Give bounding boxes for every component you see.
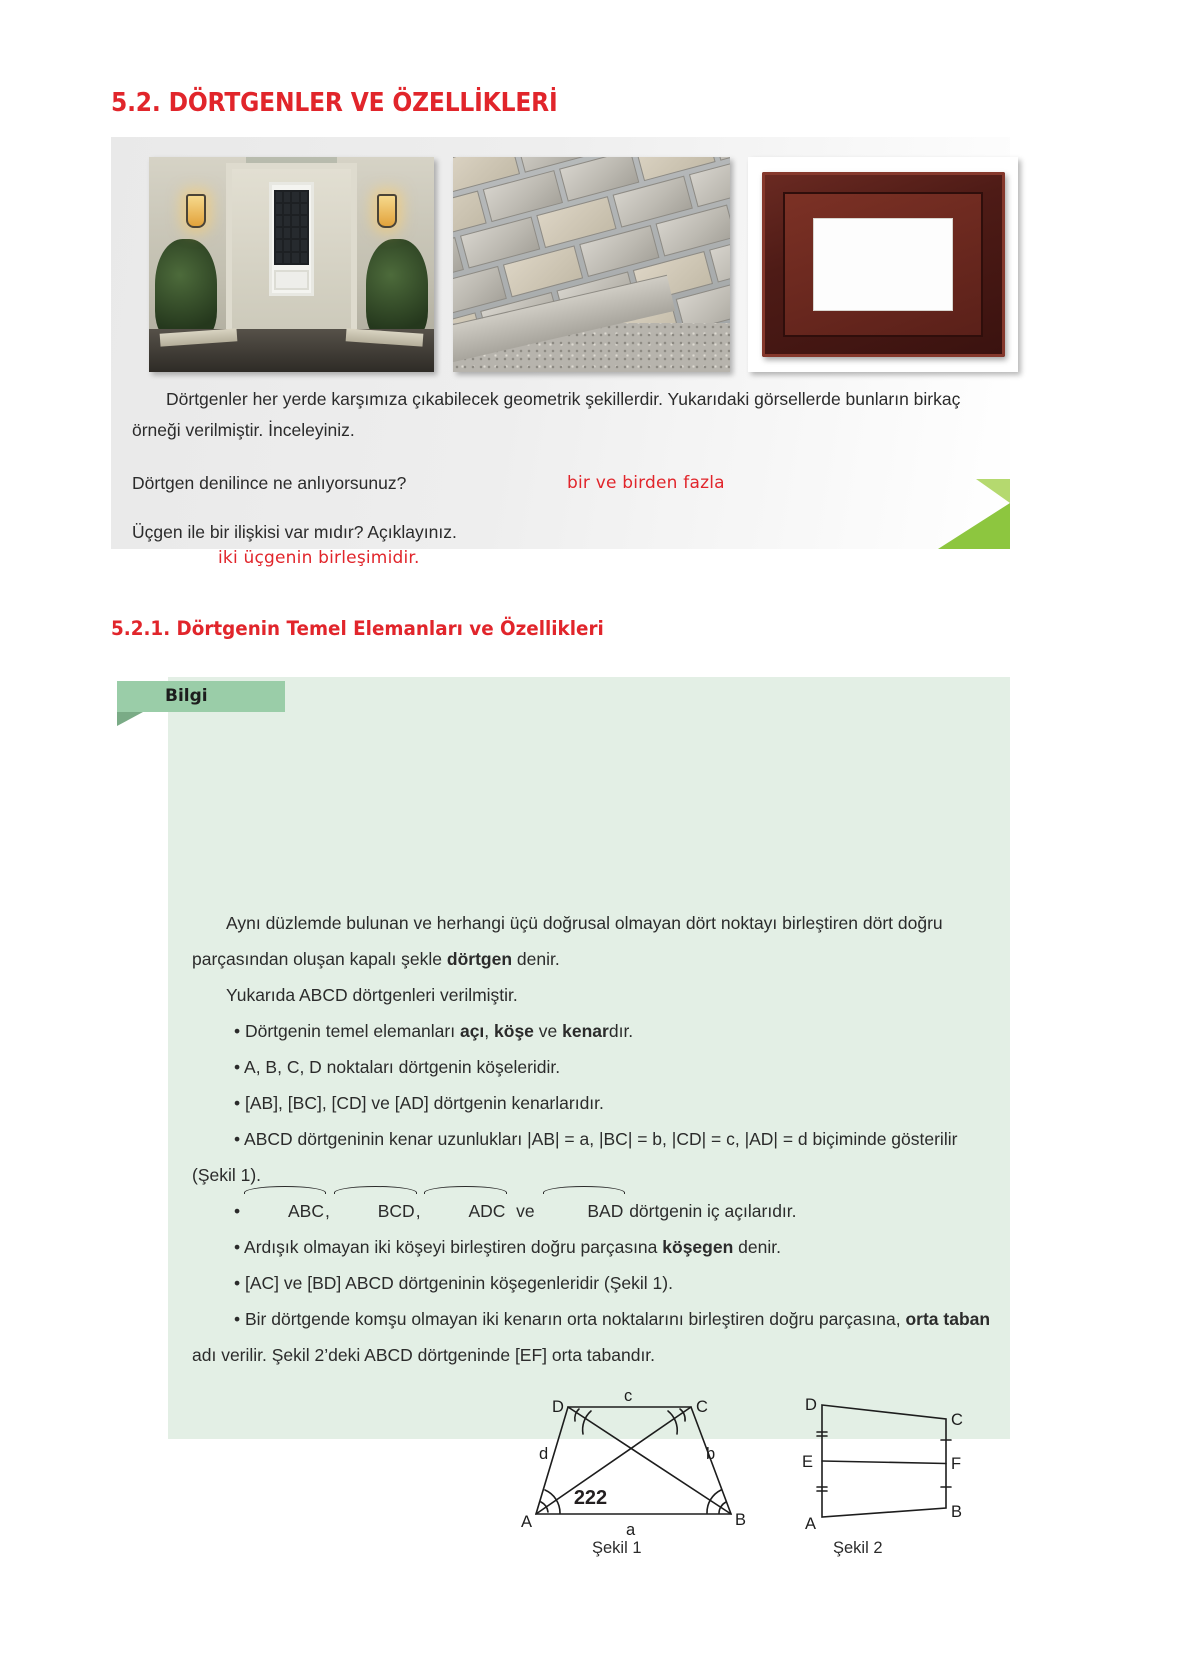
- keyword-kose: köşe: [494, 1021, 534, 1041]
- intro-question-1-text: Dörtgen denilince ne anlıyorsunuz?: [132, 473, 407, 493]
- handwritten-answer-2: iki üçgenin birleşimidir.: [218, 548, 420, 568]
- diagonal-def-pre: • Ardışık olmayan iki köşeyi birleştiren doğru parçasına: [234, 1237, 663, 1257]
- ribbon-label: Bilgi: [165, 686, 208, 706]
- intro-text-block: [132, 384, 992, 548]
- sep-1: ,: [484, 1021, 495, 1041]
- paver-scene: [453, 157, 730, 372]
- midsegment-tail: adı verilir. Şekil 2’deki ABCD dörtgeninde [EF] orta tabandır.: [192, 1345, 656, 1365]
- abs-bc: BC: [603, 1129, 628, 1149]
- figure2-midsegment-ef: [822, 1461, 946, 1464]
- picture-frame-photo: [748, 157, 1018, 372]
- angle-abc: ABC: [245, 1193, 325, 1229]
- intro-paragraph: Dörtgenler her yerde karşımıza çıkabilecek geometrik şekillerdir. Yukarıdaki görsellerde bunların birkaç örneği verilmiştir. İnceleyiniz.: [132, 389, 961, 440]
- eq-a: = a,: [559, 1129, 599, 1149]
- intro-panel: [111, 137, 1010, 549]
- figure2-vertex-d: D: [805, 1396, 817, 1414]
- door-glass-grid: [274, 190, 309, 265]
- frame-outer-moulding: [762, 172, 1005, 357]
- section-subtitle: 5.2.1. Dörtgenin Temel Elemanları ve Özellikleri: [111, 617, 604, 640]
- figure1-vertex-a: A: [521, 1513, 533, 1531]
- door-scene: [149, 157, 434, 372]
- figure1-side-a: a: [626, 1521, 636, 1539]
- folded-corner-shadow: [976, 479, 1010, 503]
- figure1-vertex-c: C: [696, 1398, 708, 1416]
- figure1-side-d: d: [539, 1445, 549, 1463]
- abs-ad: AD: [749, 1129, 774, 1149]
- keyword-aci: açı: [459, 1021, 485, 1041]
- eq-d: = d biçiminde gösterilir (Şekil 1).: [192, 1129, 958, 1185]
- bullet-elements: [192, 1013, 992, 1049]
- definition-keyword: dörtgen: [446, 949, 513, 969]
- geometry-figures-svg: [336, 1377, 1178, 1547]
- angle-sep-2: ,: [415, 1201, 421, 1221]
- wall-lamp-left: [186, 194, 206, 228]
- angle-bad: BAD: [544, 1193, 624, 1229]
- eq-b: = b,: [632, 1129, 672, 1149]
- figure1-angle-d-inner: [575, 1409, 579, 1421]
- bullet-interior-angles: • ABC, BCD, ADC ve BAD dörtgenin iç açılarıdır.: [192, 1193, 992, 1229]
- bullet-midsegment: [192, 1301, 992, 1373]
- figure1-side-b: b: [706, 1445, 716, 1463]
- bullet-side-lengths: • ABCD dörtgeninin kenar uzunlukları |AB| = a, |BC| = b, |CD| = c, |AD| = d biçiminde gösterilir (Şekil 1).: [192, 1129, 958, 1185]
- abs-cd: CD: [676, 1129, 702, 1149]
- given-figures-note: Yukarıda ABCD dörtgenleri verilmiştir.: [226, 985, 518, 1005]
- photo-row: [131, 157, 1001, 372]
- diagonal-def-tail: denir.: [733, 1237, 781, 1257]
- figure2-midpoint-e: E: [802, 1453, 814, 1471]
- figure1-side-c: c: [624, 1387, 633, 1405]
- door-entrance-photo: [149, 157, 434, 372]
- keyword-kosegen: köşegen: [662, 1237, 734, 1257]
- folded-corner: [938, 503, 1010, 549]
- bullet-sides: • [AB], [BC], [CD] ve [AD] dörtgenin kenarlarıdır.: [234, 1093, 604, 1113]
- bullet-diagonal-definition: [192, 1229, 992, 1265]
- bullet-elements-tail: dır.: [608, 1021, 634, 1041]
- bullet-elements-pre: • Dörtgenin temel elemanları: [234, 1021, 460, 1041]
- definition-paragraph: [192, 905, 992, 977]
- door-kick-panel: [274, 270, 309, 289]
- ribbon-tail: [117, 712, 143, 726]
- abs-ab: AB: [531, 1129, 555, 1149]
- intro-question-2: Üçgen ile bir ilişkisi var mıdır? Açıklayınız.: [132, 522, 457, 542]
- figure1-vertex-b: B: [735, 1511, 747, 1529]
- midsegment-pre: • Bir dörtgende komşu olmayan iki kenarın orta noktalarını birleştiren doğru parçasına,: [234, 1309, 901, 1329]
- frame-mat: [813, 218, 953, 310]
- frame-inner-bevel: [783, 192, 982, 336]
- figure1-vertex-d: D: [552, 1398, 564, 1416]
- side-lengths-pre: • ABCD dörtgeninin kenar uzunlukları: [234, 1129, 528, 1149]
- paving-stones-photo: [453, 157, 730, 372]
- figure2-midpoint-f: F: [951, 1455, 962, 1473]
- page-number: 222: [573, 1487, 608, 1509]
- sep-2: ve: [533, 1021, 563, 1041]
- figure2-vertex-b: B: [951, 1503, 963, 1521]
- bullet-vertices: • A, B, C, D noktaları dörtgenin köşeleridir.: [234, 1057, 561, 1077]
- frame-scene: [748, 157, 1018, 372]
- keyword-orta-taban: orta taban: [905, 1309, 991, 1329]
- angle-conjunction: ve: [516, 1201, 535, 1221]
- door-panel: [269, 182, 314, 296]
- angle-adc: ADC: [425, 1193, 506, 1229]
- angle-sep-1: ,: [324, 1201, 330, 1221]
- figures-area: [336, 1377, 1178, 1567]
- angle-bcd: BCD: [335, 1193, 416, 1229]
- handwritten-answer-1: bir ve birden fazla: [567, 473, 725, 493]
- angles-tail: dörtgenin iç açılarıdır.: [629, 1201, 797, 1221]
- definition-text: Aynı düzlemde bulunan ve herhangi üçü doğrusal olmayan dört noktayı birleştiren dört doğru parçasından oluşan kapalı şekle: [192, 913, 943, 969]
- door-surround: [226, 163, 357, 335]
- shrub-right: [366, 239, 429, 342]
- eq-c: = c,: [706, 1129, 745, 1149]
- wall-lamp-right: [377, 194, 397, 228]
- definition-tail: denir.: [516, 949, 560, 969]
- info-body-text: [192, 905, 992, 1373]
- figure1-caption: Şekil 1: [592, 1539, 642, 1557]
- keyword-kenar: kenar: [562, 1021, 609, 1041]
- figure2-vertex-a: A: [805, 1515, 817, 1533]
- shrub-left: [155, 239, 218, 342]
- figure1-angle-d-outer: [583, 1411, 591, 1434]
- intro-question-1: [132, 468, 992, 499]
- figure2-caption: Şekil 2: [833, 1539, 883, 1557]
- bullet-diagonals: • [AC] ve [BD] ABCD dörtgeninin köşegenleridir (Şekil 1).: [234, 1273, 673, 1293]
- page-title: 5.2. DÖRTGENLER VE ÖZELLİKLERİ: [111, 88, 558, 118]
- figure2-vertex-c: C: [951, 1411, 963, 1429]
